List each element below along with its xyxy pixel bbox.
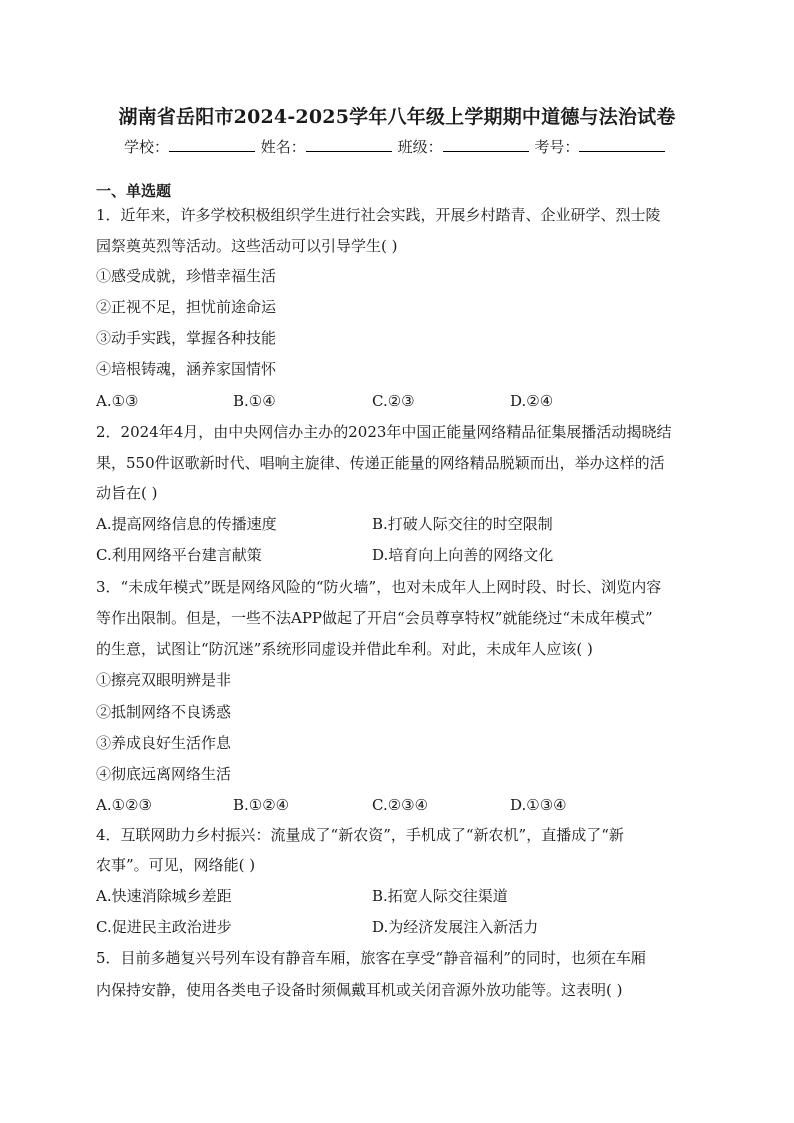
exam-number-blank[interactable]: [579, 137, 665, 152]
q5-stem-line1: 5．目前多趟复兴号列车设有静音车厢，旅客在享受“静音福利”的同时，也须在车厢: [96, 949, 646, 967]
q1-option-d[interactable]: D.②④: [510, 392, 554, 410]
q1-statement: ③动手实践，掌握各种技能: [96, 329, 277, 347]
q2-option-b[interactable]: B.打破人际交往的时空限制: [372, 515, 553, 533]
class-blank[interactable]: [443, 137, 529, 152]
q4-option-b[interactable]: B.拓宽人际交往渠道: [372, 887, 508, 905]
q4-stem-line1: 4．互联网助力乡村振兴：流量成了“新农资”，手机成了“新农机”，直播成了“新: [96, 826, 624, 844]
q2-option-c[interactable]: C.利用网络平台建言献策: [96, 546, 262, 564]
section-heading: 一、单选题: [96, 182, 172, 200]
q3-statement: ①擦亮双眼明辨是非: [96, 671, 232, 689]
q3-option-a[interactable]: A.①②③: [96, 796, 152, 814]
school-label: 学校：: [124, 138, 170, 156]
q3-option-c[interactable]: C.②③④: [372, 796, 429, 814]
q3-statement: ③养成良好生活作息: [96, 734, 232, 752]
q1-option-b[interactable]: B.①④: [233, 392, 276, 410]
q3-stem-line2: 等作出限制。但是，一些不法APP做起了开启“会员尊享特权”就能绕过“未成年模式”: [96, 609, 653, 627]
q1-statement: ①感受成就，珍惜幸福生活: [96, 267, 277, 285]
q3-stem-line3: 的生意，试图让“防沉迷”系统形同虚设并借此牟利。对此，未成年人应该( ): [96, 640, 593, 658]
student-info-row: [124, 136, 666, 157]
name-label: 姓名：: [260, 138, 306, 156]
q1-stem-line1: 1．近年来，许多学校积极组织学生进行社会实践，开展乡村踏青、企业研学、烈士陵: [96, 206, 661, 224]
q1-statement: ②正视不足，担忧前途命运: [96, 298, 277, 316]
school-blank[interactable]: [169, 137, 255, 152]
q3-stem-line1: 3．“未成年模式”既是网络风险的“防火墙”，也对未成年人上网时段、时长、浏览内容: [96, 578, 662, 596]
exam-number-label: 考号：: [534, 138, 580, 156]
q3-statement: ④彻底远离网络生活: [96, 765, 232, 783]
q3-option-d[interactable]: D.①③④: [510, 796, 567, 814]
q1-option-c[interactable]: C.②③: [372, 392, 415, 410]
q2-stem-line1: 2．2024年4月，由中央网信办主办的2023年中国正能量网络精品征集展播活动揭晓结: [96, 423, 672, 441]
q4-option-a[interactable]: A.快速消除城乡差距: [96, 887, 232, 905]
q4-stem-line2: 农事”。可见，网络能( ): [96, 856, 256, 874]
q1-stem-line2: 园祭奠英烈等活动。这些活动可以引导学生( ): [96, 237, 398, 255]
q2-option-d[interactable]: D.培育向上向善的网络文化: [372, 546, 554, 564]
q2-stem-line3: 动旨在( ): [96, 484, 158, 502]
name-blank[interactable]: [306, 137, 392, 152]
exam-title: 湖南省岳阳市2024-2025学年八年级上学期期中道德与法治试卷: [118, 106, 676, 128]
q3-statement: ②抵制网络不良诱惑: [96, 703, 232, 721]
q3-option-b[interactable]: B.①②④: [233, 796, 290, 814]
q1-option-a[interactable]: A.①③: [96, 392, 139, 410]
q4-option-c[interactable]: C.促进民主政治进步: [96, 918, 232, 936]
q4-option-d[interactable]: D.为经济发展注入新活力: [372, 918, 539, 936]
class-label: 班级：: [397, 138, 443, 156]
q1-statement: ④培根铸魂，涵养家国情怀: [96, 360, 277, 378]
q5-stem-line2: 内保持安静，使用各类电子设备时须佩戴耳机或关闭音源外放功能等。这表明( ): [96, 981, 623, 999]
q2-option-a[interactable]: A.提高网络信息的传播速度: [96, 515, 277, 533]
q2-stem-line2: 果，550件讴歌新时代、唱响主旋律、传递正能量的网络精品脱颖而出，举办这样的活: [96, 454, 665, 472]
